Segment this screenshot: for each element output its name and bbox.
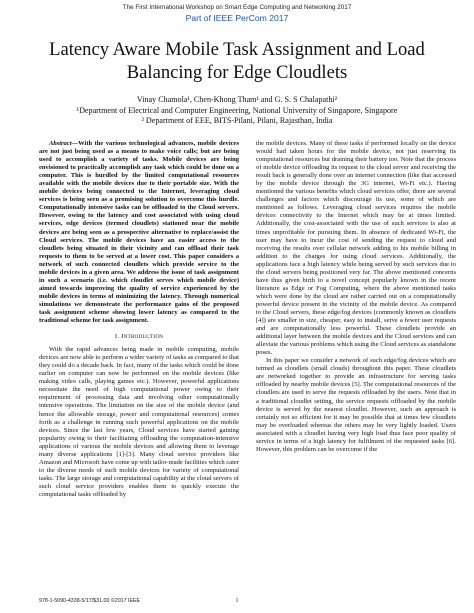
workshop-header: The First International Workshop on Smart Edge Computing and Networking 2017	[122, 4, 352, 11]
author-block	[20, 95, 454, 127]
right-column	[256, 140, 456, 454]
abstract-text: —With the various technological advances, mobile devices are not just being used as a means to make voice calls; but are being used to accomplish a variety of tasks. Mobile devices are being envisioned to practically accomplish any task which could be done on a computer. This is hurdled by the limited computational resources available with the mobile devices due to their portable size. With the mobile devices being connected to the Internet, leveraging cloud services is being seen as a promising solution to overcome this hurdle. Computationally intensive tasks can be offloaded to the Cloud servers. However, owing to the latency and cost associated with using cloud services, edge devices (termed cloudlets) stationed near the mobile devices are being seen as a prospective alternative to replace/assist the Cloud services. The mobile devices have an easier access to the cloudlets being situated in their vicinity and can offload their task requests to them to be served at a lower cost. This paper considers a network of such connected cloudlets which provide service to the mobile devices in a given area. We address the issue of task assignment in such a scenario (i.e. which cloudlet serves which mobile device) aimed towards improving the quality of service experienced by the mobile devices in terms of minimizing the latency. Through numerical simulations we demonstrate the performance gains of the proposed task assignment scheme showing lower latency as compared to the traditional scheme for task assignment.	[39, 140, 239, 325]
affiliation-1: ¹Department of Electrical and Computer Engineering, National University of Singapore, Singapore	[76, 105, 398, 115]
author-names: Vinay Chamola¹, Chen-Khong Tham¹ and G. S. S Chalapathi²	[136, 95, 338, 104]
abstract	[39, 140, 239, 325]
intro-paragraph-2: the mobile devices. Many of these tasks if performed locally on the device would had taken hours for the mobile device, not just reserving its computational resources but draining their battery too. Note that the process of mobile device offloading its request to the cloud server and receiving the result back is generally done over an internet connection (like that accessed by the mobile device through the 3G internet, Wi-Fi etc.). Having mentioned the various benefits which cloud services offer, there are several challenges and factors which discourage its use, some of which are mentioned as follows. Leveraging cloud services requires the mobile devices connectivity to the Internet which may be at times limited. Additionally, the cost-associated with the use of such services is also at times unprofitable for pursuing them. In absence of dedicated Wi-Fi, the user may have to incur the cost of sending the request to cloud and receiving the results over cellular network adding to his mobile billing in addition to the charges for using cloud services. Additionally, the applications face a high latency while being served by such services due to the cloud servers being positioned very far. The above mentioned concerns have thus given birth to a novel concept popularly known in the recent literature as Edge or Fog Computing, where the above mentioned tasks which were done by the cloud are rather carried out on a computationally powerful device present in the vicinity of the mobile device. As compared to the Cloud servers, these edge/fog devices (commonly known as cloudlets [4]) are smaller in size, cheaper, easy to install, serve a fewer user requests and are computationally less powerful. These cloudlets provide an additional layer between the mobile devices and the Cloud services and can alleviate the various problems which using the Cloud services as standalone poses.	[256, 140, 456, 357]
affiliation-2: ² Department of EEE, BITS-Pilani, Pilani, Rajasthan, India	[141, 116, 333, 125]
copyright-footer: 978-1-5090-4338-5/17/$31.00 ©2017 IEEE	[39, 598, 141, 604]
abstract-lead: Abstract	[49, 140, 72, 147]
left-column	[39, 140, 239, 499]
section-heading-introduction: I. Introduction	[114, 333, 164, 341]
paper-title: Latency Aware Mobile Task Assignment and Load Balancing for Edge Cloudlets	[49, 39, 425, 83]
intro-paragraph-1: With the rapid advances being made in mobile computing, mobile devices are now able to perform a wider variety of tasks as compared to that they could do a decade back. In fact, many of the tasks which could be done earlier on computer can now be performed on the mobile devices (like making video calls, playing games etc.). However, powerful applications necessitate the need of high computational power owing to their requirement of processing data and involving other computationally intensive operations. The limitation on the size of the mobile device (and hence the allowable storage, power and computational resources) comes forth as a challenge in running such powerful applications on the mobile devices. Since the last few years, Cloud services have started gaining popularity owing to their facilitating offloading the computation-intensive applications of various the mobile devices and allowing them to leverage many diverse applications [1]-[3]. Many cloud service providers like Amazon and Microsoft have come up with tailor-made facilities which cater to the diverse needs of such mobile devices for variety of computational tasks. The large storage and computational capability at the cloud servers of such cloud service providers enables them to quickly execute the computational tasks offloaded by	[39, 346, 239, 498]
intro-paragraph-3: In this paper we consider a network of such edge/fog devices which are termed as cloudlets (small clouds) throughout this paper. These cloudlets are networked together to provide an infrastructure for serving tasks offloaded by nearby mobile devices [5]. The computational resources of the cloudlets are used to serve the requests offloaded by the users. Note that in a traditional cloudlet setting, the service requests offloaded by the mobile device is served by the nearest cloudlet. However, such an approach is certainly not so efficient for it may be possible that at times few cloudlets may be overloaded whereas the others may be very lightly loaded. Users associated with a cloudlet having very high load thus face poor quality of service in terms of a high latency for fulfilment of the requested tasks [6]. However, this problem can be overcome if the	[256, 357, 456, 453]
venue-line: Part of IEEE PerCom 2017	[185, 13, 289, 23]
page-number: 1	[235, 598, 239, 604]
